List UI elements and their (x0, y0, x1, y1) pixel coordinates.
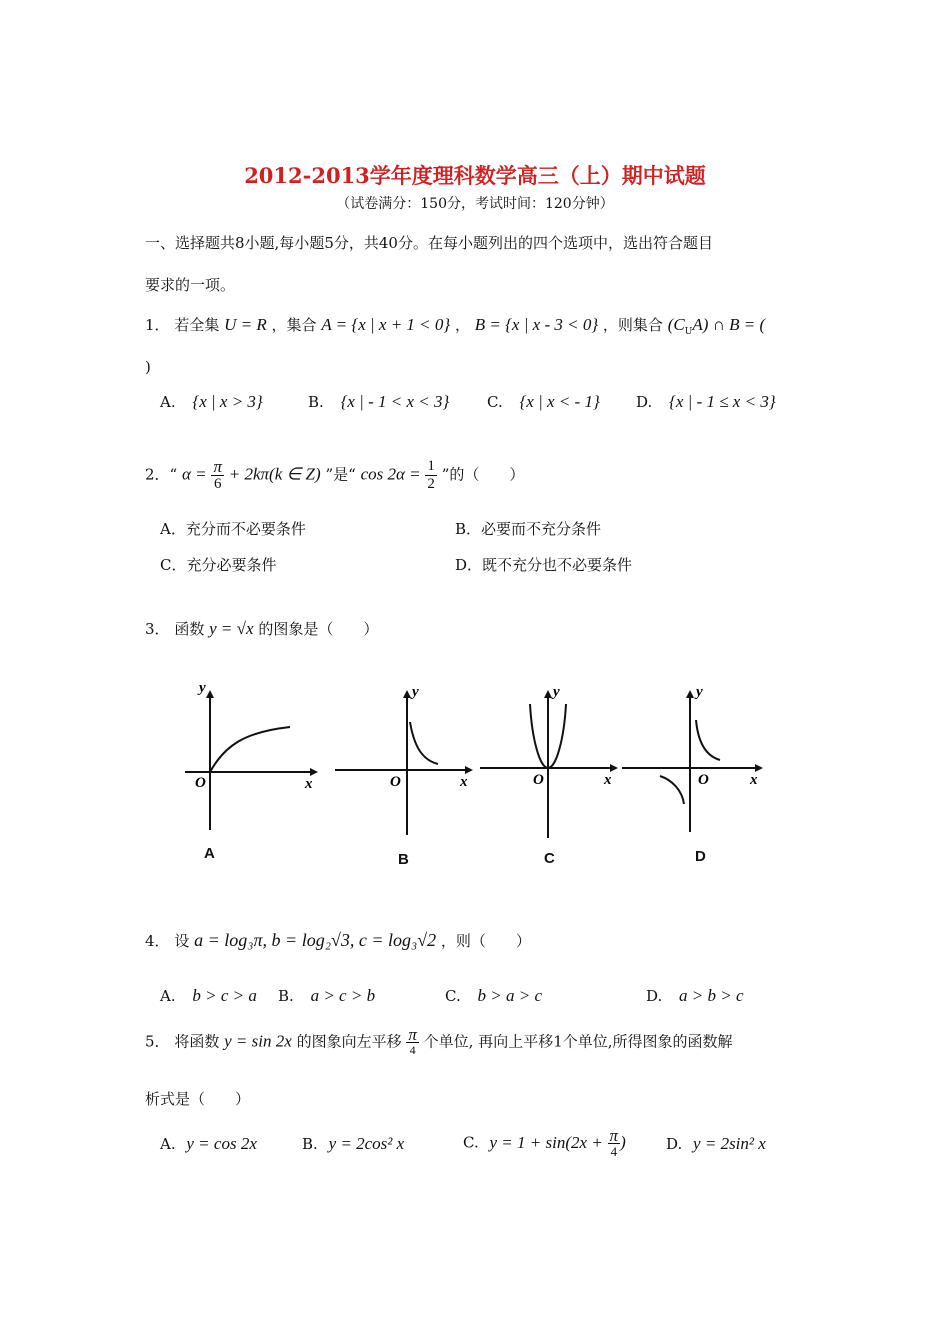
question-text: ，集合 (271, 316, 317, 334)
denominator: 4 (409, 1043, 416, 1057)
option-expression: ) (620, 1132, 626, 1152)
option-label: D． (455, 556, 483, 574)
math-expression: U = R (224, 315, 267, 334)
graph-a (175, 680, 320, 840)
option-a (160, 518, 306, 539)
question-5-stem (145, 1025, 733, 1057)
denominator: 6 (213, 476, 222, 492)
option-label: B. (302, 1135, 318, 1153)
section-intro-line2: 要求的一项。 (145, 276, 236, 294)
question-1-stem (145, 314, 765, 337)
option-label: A. (160, 1135, 176, 1153)
option-c (463, 1128, 626, 1159)
math-expression: y = sin 2x (224, 1031, 292, 1051)
math-expression: A = {x | x + 1 < 0} (321, 315, 451, 334)
question-2-stem (145, 458, 524, 493)
fraction (608, 1128, 621, 1159)
option-expression: b > a > c (477, 986, 542, 1005)
math-expression: a = log₃π, b = log₂√3, c = log₃√2 (194, 930, 437, 950)
question-number: 5． (145, 1032, 170, 1051)
option-text: 充分必要条件 (186, 556, 277, 574)
option-expression: y = 1 + sin(2x + (489, 1132, 603, 1152)
graph-d (620, 680, 770, 840)
y-axis-label: y (412, 684, 419, 700)
x-axis-label: x (305, 776, 313, 792)
option-b (308, 392, 449, 412)
option-b (455, 518, 601, 539)
question-text: 将函数 (174, 1032, 220, 1051)
option-label: B． (455, 520, 482, 538)
y-axis-label: y (553, 684, 560, 700)
question-text: 的图象向左平移 (296, 1032, 402, 1051)
option-expression: y = 2sin² x (693, 1134, 766, 1153)
question-number: 1． (145, 316, 170, 334)
option-label: A. (160, 987, 176, 1005)
origin-label: O (533, 772, 544, 788)
option-d (666, 1134, 766, 1154)
option-expression: {x | x < - 1} (519, 392, 600, 411)
question-text: ， (454, 316, 470, 334)
option-expression: a > b > c (679, 986, 744, 1005)
question-text: ，则（ ） (440, 932, 531, 950)
option-c (160, 554, 277, 575)
option-d (455, 554, 632, 575)
option-text: 充分而不必要条件 (185, 520, 306, 538)
math-expression: + 2kπ(k ∈ Z) (228, 464, 321, 484)
question-number: 2． (145, 465, 170, 484)
fraction (406, 1025, 419, 1057)
graph-b (330, 680, 480, 840)
option-d (636, 392, 776, 412)
option-expression: a > c > b (310, 986, 376, 1005)
option-expression: {x | x > 3} (192, 392, 263, 411)
question-text: ”是“ (325, 465, 356, 484)
graph-label-b: B (398, 851, 409, 868)
graph-label-a: A (204, 845, 215, 862)
question-text: 的图象是（ ） (258, 620, 379, 638)
option-a (160, 392, 263, 412)
question-text: 若全集 (174, 316, 220, 334)
origin-label: O (195, 775, 206, 791)
option-expression: y = 2cos² x (328, 1134, 405, 1153)
question-number: 3． (145, 620, 170, 638)
question-5-stem-line2: 析式是（ ） (145, 1090, 251, 1108)
option-d (646, 986, 744, 1006)
option-b (278, 986, 375, 1006)
denominator: 4 (610, 1144, 618, 1159)
math-expression: A) ∩ B = ( (692, 315, 766, 334)
option-label: C． (160, 556, 187, 574)
option-label: D. (636, 393, 653, 411)
numerator: π (408, 1025, 417, 1044)
question-text: 设 (174, 932, 190, 950)
numerator: π (213, 457, 222, 476)
exam-info: （试卷满分：150分，考试时间：120分钟） (336, 196, 614, 212)
option-a (160, 1134, 257, 1154)
option-label: C. (487, 393, 503, 411)
graph-c (478, 680, 623, 840)
fraction (425, 458, 437, 493)
option-label: D. (646, 987, 663, 1005)
question-4-stem (145, 930, 531, 951)
option-a (160, 986, 257, 1006)
option-c (487, 392, 600, 412)
question-text: 个单位, 再向上平移1个单位,所得图象的函数解 (423, 1032, 733, 1051)
graph-label-d: D (695, 848, 706, 865)
question-text: 函数 (174, 620, 205, 638)
x-axis-label: x (604, 772, 612, 788)
option-expression: {x | - 1 ≤ x < 3} (669, 392, 776, 411)
math-expression: cos 2α = (360, 464, 421, 484)
option-label: B. (308, 393, 324, 411)
quote-mark: “ (169, 465, 178, 484)
option-expression: y = cos 2x (186, 1134, 257, 1153)
numerator: π (609, 1126, 619, 1145)
math-expression: α = (182, 464, 207, 484)
question-3-stem (145, 618, 378, 639)
question-1-stem-end: ) (145, 358, 151, 376)
origin-label: O (698, 772, 709, 788)
fraction (211, 458, 224, 493)
math-expression: (C (667, 315, 685, 334)
page-title: 2012-2013学年度理科数学高三（上）期中试题 (244, 163, 706, 188)
question-text: ，则集合 (602, 316, 663, 334)
option-label: A． (160, 520, 186, 538)
y-axis-label: y (696, 684, 703, 700)
section-intro-line1: 一、选择题共8小题,每小题5分，共40分。在每小题列出的四个选项中，选出符合题目 (145, 234, 713, 252)
option-text: 既不充分也不必要条件 (482, 556, 633, 574)
denominator: 2 (427, 476, 435, 492)
origin-label: O (390, 774, 401, 790)
x-axis-label: x (750, 772, 758, 788)
question-number: 4． (145, 932, 170, 950)
option-label: C. (463, 1133, 479, 1152)
subscript: U (684, 327, 693, 337)
option-label: B. (278, 987, 294, 1005)
option-label: A. (160, 393, 176, 411)
option-label: D. (666, 1135, 683, 1153)
graph-label-c: C (544, 850, 555, 867)
numerator: 1 (427, 458, 435, 474)
math-expression: y = √x (209, 619, 254, 638)
option-expression: {x | - 1 < x < 3} (340, 392, 450, 411)
y-axis-label: y (199, 680, 206, 696)
x-axis-label: x (460, 774, 468, 790)
option-label: C. (445, 987, 461, 1005)
option-expression: b > c > a (192, 986, 257, 1005)
option-b (302, 1134, 404, 1154)
question-text: ”的（ ） (441, 465, 525, 484)
option-c (445, 986, 542, 1006)
math-expression: B = {x | x - 3 < 0} (474, 315, 599, 334)
option-text: 必要而不充分条件 (481, 520, 602, 538)
